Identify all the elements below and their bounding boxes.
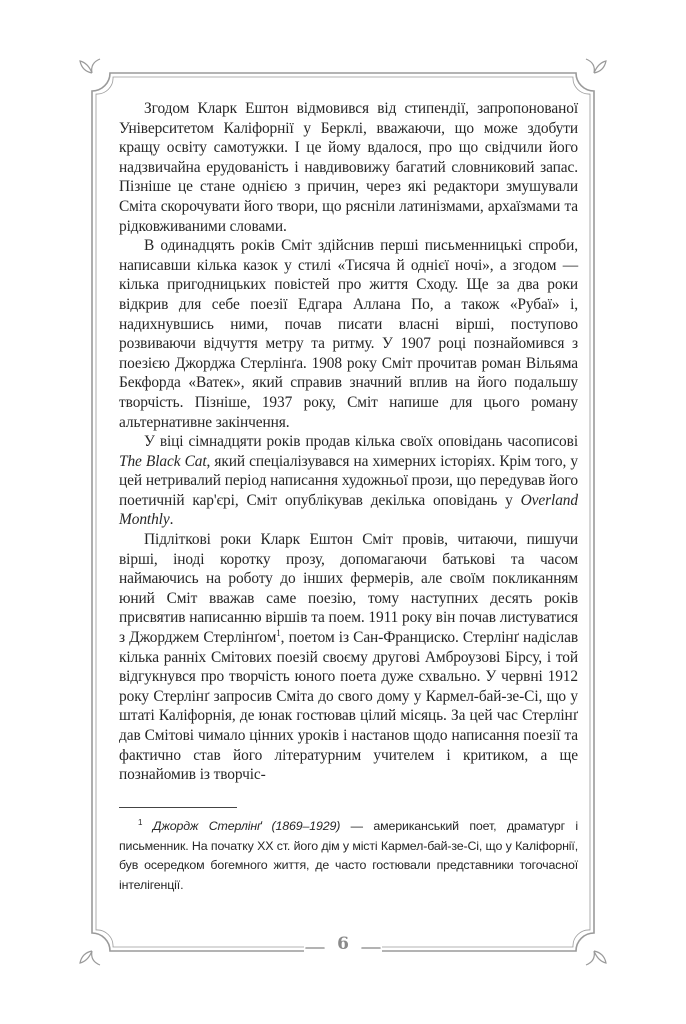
- footnote: [119, 817, 578, 895]
- body-paragraph: [119, 530, 578, 785]
- footnote-marker: 1: [138, 818, 143, 827]
- footnote-text: — американський поет, драматург і письменник. На початку XX ст. його дім у місті Кармел-бай-зе-Сі, що у Каліфорнії, був осередком богемного життя, де часто гостювали представники тогочасної інтелігенції.: [119, 819, 579, 892]
- footnote-author: Джордж Стерлінґ (1869–1929): [152, 819, 341, 833]
- magazine-title-overland-monthly: Overland Monthly: [119, 491, 578, 529]
- paragraph-text: Згодом Кларк Ештон відмовився від стипендії, запропонованої Університетом Каліфорнії у Берклі, вважаючи, що може здобути кращу освіту самотужки. І це йому вдалося, про що свідчили його надзвичайна ерудованість і навдивовижу багатий словниковий запас. Пізніше це стане однією з причин, через які редактори змушували Сміта скорочувати його твори, що рясніли латинізмами, архаїзмами та рідковживаними словами.: [119, 100, 578, 235]
- paragraph-text: .: [169, 511, 174, 529]
- paragraph-text: , поетом із Сан-Франциско. Стерлінґ надіслав кілька ранніх Смітових поезій своєму другові Амброузові Бірсу, і той відгукнувся про творчість юного поета дуже схвально. У червні 1912 року Стерлінґ запросив Сміта до свого дому у Кармел-бай-зе-Сі, що у штаті Каліфорнія, де юнак гостював цілий місяць. За цей час Стерлінґ дав Смітові чимало цінних уроків і настанов щодо написання поезії та фактично став його літературним учителем і критиком, а ще познайомив із творчіс-: [119, 629, 578, 784]
- body-paragraph: [119, 99, 578, 236]
- footnote-divider: [119, 807, 237, 808]
- paragraph-text: Підліткові роки Кларк Ештон Сміт провів, читаючи, пишучи вірші, іноді коротку прозу, допомагаючи батькові та часом наймаючись на роботу до інших фермерів, але своїм покликанням юний Сміт вважав саме поезію, тому наступних десять років присвятив написанню віршів та поем. 1911 року він почав листуватися з Джорджем Стерлінґом: [119, 531, 578, 647]
- paragraph-text: , який спеціалізувався на химерних історіях. Крім того, у цей нетривалий період написання художньої прози, що передував його поетичній кар'єрі, Сміт опублікував декілька оповідань у: [119, 452, 578, 509]
- body-paragraph: [119, 236, 578, 432]
- paragraph-text: У віці сімнадцяти років продав кілька своїх оповідань часописові: [144, 433, 578, 451]
- body-paragraph: [119, 432, 578, 530]
- page-number: 6: [337, 934, 349, 954]
- footnote-reference[interactable]: 1: [276, 628, 281, 639]
- magazine-title-black-cat: The Black Cat: [119, 452, 207, 470]
- paragraph-text: В одинадцять років Сміт здійснив перші письменницькі спроби, написавши кілька казок у стилі «Тисяча й однієї ночі», а згодом — кілька пригодницьких повістей про життя Сходу. Ще за два роки відкрив для себе поезії Едгара Аллана По, а також «Рубаї» і, надихнувшись ними, почав писати власні вірші, поступово розвиваючи відчуття метру та ритму. У 1907 році познайомився з поезією Джорджа Стерлінґа. 1908 року Сміт прочитав роман Вільяма Бекфорда «Ватек», який справив значний вплив на його подальшу творчість. Пізніше, 1937 року, Сміт напише для цього роману альтернативне закінчення.: [119, 237, 578, 431]
- main-text: [119, 99, 578, 785]
